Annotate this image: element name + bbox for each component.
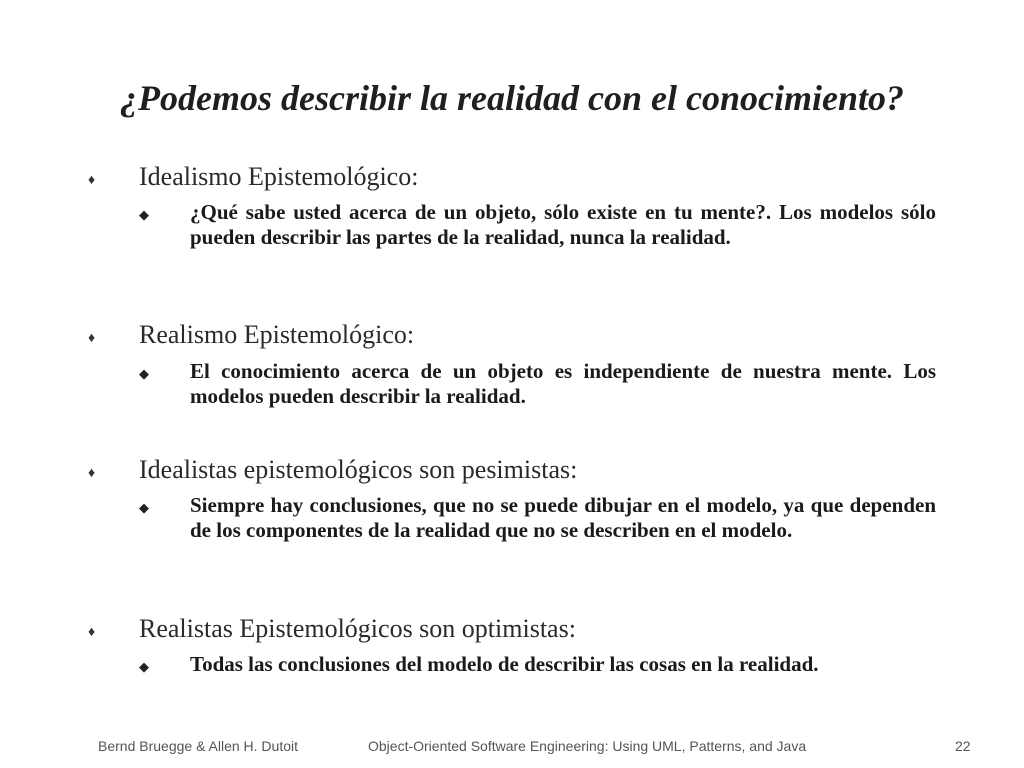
bullet-diamond-icon: ♦ [88,331,96,346]
sub-bullet-diamond-icon: ◆ [139,207,149,222]
bullet-heading-realistas: Realistas Epistemológicos son optimistas: [139,614,576,643]
bullet-heading-realismo: Realismo Epistemológico: [139,320,415,349]
sub-bullet-text-idealismo: ¿Qué sabe usted acerca de un objeto, sólo existe en tu mente?. Los modelos sólo pueden describir las partes de la realidad, nunca la realidad. [190,200,936,249]
bullet-diamond-icon: ♦ [88,625,96,640]
footer-book-title: Object-Oriented Software Engineering: Using UML, Patterns, and Java [368,738,807,754]
sub-bullet-diamond-icon: ◆ [139,366,149,381]
bullet-heading-idealistas: Idealistas epistemológicos son pesimistas: [139,455,578,484]
sub-bullet-text-idealistas: Siempre hay conclusiones, que no se puede dibujar en el modelo, ya que dependen de los componentes de la realidad que no se describen en el modelo. [190,493,936,542]
sub-bullet-text-realistas: Todas las conclusiones del modelo de describir las cosas en la realidad. [190,652,819,676]
slide-title: ¿Podemos describir la realidad con el conocimiento? [120,78,904,118]
sub-bullet-diamond-icon: ◆ [139,659,149,674]
sub-bullet-diamond-icon: ◆ [139,500,149,515]
sub-bullet-text-realismo: El conocimiento acerca de un objeto es independiente de nuestra mente. Los modelos pueden describir la realidad. [190,359,936,408]
footer-page-number: 22 [955,738,971,754]
bullet-heading-idealismo: Idealismo Epistemológico: [139,162,419,191]
footer-authors: Bernd Bruegge & Allen H. Dutoit [98,738,299,754]
bullet-diamond-icon: ♦ [88,173,96,188]
bullet-diamond-icon: ♦ [88,466,96,481]
